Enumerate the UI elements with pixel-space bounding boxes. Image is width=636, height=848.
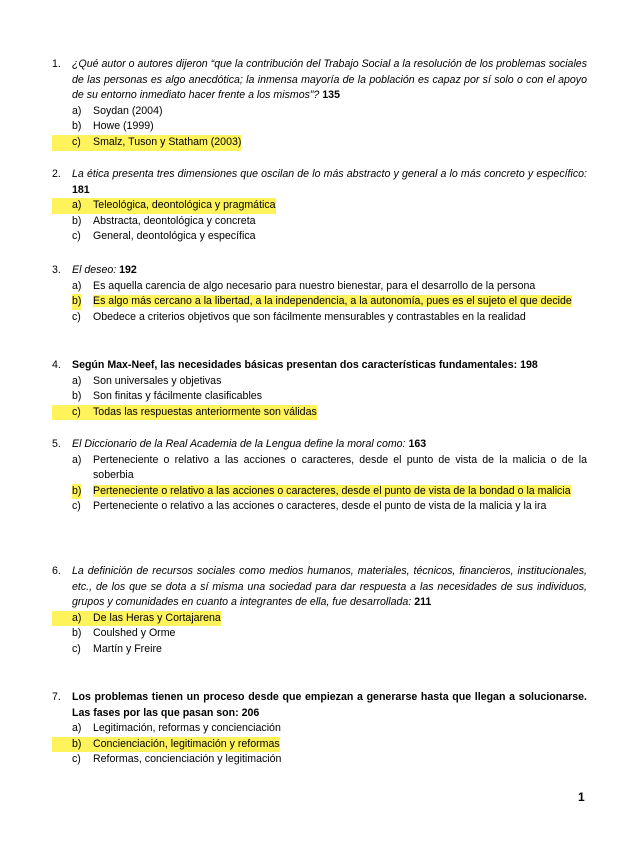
option-text: Howe (1999) (93, 120, 154, 133)
option-a (52, 374, 587, 390)
option-text: General, deontológica y específica (93, 230, 256, 243)
option-letter: b) (72, 120, 82, 133)
question-page-reference: 206 (241, 706, 260, 719)
option-letter: a) (72, 611, 82, 624)
option-b-highlighted (52, 737, 280, 753)
option-c-highlighted (52, 135, 241, 151)
page-number: 1 (578, 790, 585, 804)
question-number: 7. (52, 691, 61, 703)
option-letter: a) (72, 199, 82, 212)
question-text: ¿Qué autor o autores dijeron “que la contribución del Trabajo Social a la resolución de los problemas sociales de las personas es algo anecdótica; la inmensa mayoría de la población es capaz por sí solo o con el apoyo de su entorno inmediato hacer frente a los mismos”? (72, 58, 587, 102)
question-text: El Diccionario de la Real Academia de la Lengua define la moral como: (72, 438, 406, 450)
options-list (52, 453, 587, 515)
option-b (52, 214, 587, 230)
question-number: 4. (52, 359, 61, 371)
option-letter: b) (72, 390, 82, 403)
option-c-highlighted (52, 405, 317, 421)
option-letter: b) (72, 737, 82, 750)
option-letter: c) (72, 500, 81, 513)
question-stem (52, 690, 587, 721)
option-letter: b) (72, 294, 81, 310)
option-b-highlighted (52, 294, 587, 310)
question-page-reference: 135 (322, 89, 340, 102)
options-list (52, 198, 587, 245)
option-text: Son universales y objetivas (93, 374, 222, 387)
question-number: 6. (52, 565, 61, 577)
option-text: Abstracta, deontológica y concreta (93, 214, 256, 227)
option-text: Perteneciente o relativo a las acciones o caracteres, desde el punto de vista de la malicia o de la soberbia (93, 453, 587, 482)
question-number: 1. (52, 58, 61, 70)
option-letter: c) (72, 230, 81, 243)
question-text: Según Max-Neef, las necesidades básicas presentan dos características fundamentales: (72, 359, 518, 371)
option-text: Teleológica, deontológica y pragmática (93, 199, 276, 212)
option-letter: c) (72, 642, 81, 655)
option-letter: c) (72, 310, 81, 323)
option-text: Es algo más cercano a la libertad, a la independencia, a la autonomía, pues es el sujeto el que decide (93, 295, 572, 308)
option-text: Todas las respuestas anteriormente son válidas (93, 405, 317, 418)
option-letter: b) (72, 484, 81, 500)
question-page-reference: 181 (72, 183, 90, 196)
option-a-highlighted (52, 198, 276, 214)
option-b (52, 119, 587, 135)
options-list (52, 721, 587, 768)
options-list (52, 279, 587, 326)
option-text: Obedece a criterios objetivos que son fácilmente mensurables y contrastables en la realidad (93, 310, 526, 323)
option-letter: a) (72, 453, 82, 466)
option-text: Smalz, Tuson y Statham (2003) (93, 135, 242, 148)
option-letter: c) (72, 405, 81, 418)
question-1 (52, 57, 587, 151)
option-text: Soydan (2004) (93, 104, 163, 117)
option-text: Es aquella carencia de algo necesario para nuestro bienestar, para el desarrollo de la persona (93, 279, 536, 292)
option-a (52, 279, 587, 295)
option-c (52, 229, 587, 245)
option-text: Concienciación, legitimación y reformas (93, 737, 280, 750)
option-text: Perteneciente o relativo a las acciones o caracteres, desde el punto de vista de la malicia y la ira (93, 500, 547, 513)
option-text: Coulshed y Orme (93, 627, 176, 640)
option-letter: a) (72, 104, 82, 117)
option-letter: a) (72, 279, 82, 292)
option-a-highlighted (52, 611, 221, 627)
question-6 (52, 564, 587, 658)
option-b-highlighted (52, 484, 587, 500)
option-b (52, 626, 587, 642)
question-number: 3. (52, 264, 61, 276)
question-page-reference: 198 (520, 359, 538, 371)
option-text: Perteneciente o relativo a las acciones o caracteres, desde el punto de vista de la bondad o la malicia (93, 484, 571, 497)
question-number: 2. (52, 168, 61, 180)
question-stem (52, 437, 587, 453)
question-page-reference: 192 (119, 264, 137, 276)
question-stem (52, 263, 587, 279)
option-c (52, 752, 587, 768)
question-2 (52, 167, 587, 245)
question-stem (52, 564, 587, 611)
option-c (52, 310, 587, 326)
question-stem (52, 167, 587, 198)
option-text: Son finitas y fácilmente clasificables (93, 390, 262, 403)
option-letter: a) (72, 374, 82, 387)
question-text: La definición de recursos sociales como medios humanos, materiales, técnicos, financieros, institucionales, etc., de los que se dota a sí misma una sociedad para dar respuesta a las necesidades de sus individuos, grupos y comunidades en cuanto a integrantes de ella, fue desarrollada: (72, 565, 587, 609)
option-b (52, 389, 587, 405)
question-5 (52, 437, 587, 515)
options-list (52, 611, 587, 658)
option-letter: c) (72, 753, 81, 766)
option-text: De las Heras y Cortajarena (93, 611, 221, 624)
question-text: La ética presenta tres dimensiones que oscilan de lo más abstracto y general a lo más concreto y específico: (72, 168, 587, 180)
question-7 (52, 690, 587, 768)
question-text: Los problemas tienen un proceso desde que empiezan a generarse hasta que llegan a solucionarse. Las fases por las que pasan son: (72, 691, 587, 719)
option-letter: b) (72, 214, 82, 227)
option-c (52, 642, 587, 658)
options-list (52, 104, 587, 151)
question-stem (52, 358, 587, 374)
option-text: Martín y Freire (93, 642, 162, 655)
option-text: Reformas, concienciación y legitimación (93, 753, 282, 766)
question-3 (52, 263, 587, 325)
question-number: 5. (52, 438, 61, 450)
option-a (52, 721, 587, 737)
option-letter: a) (72, 722, 82, 735)
option-letter: c) (72, 135, 81, 148)
option-text: Legitimación, reformas y concienciación (93, 722, 281, 735)
option-c (52, 499, 587, 515)
options-list (52, 374, 587, 421)
question-stem (52, 57, 587, 104)
question-text: El deseo: (72, 264, 117, 276)
option-a (52, 453, 587, 484)
option-a (52, 104, 587, 120)
question-page-reference: 211 (414, 596, 432, 609)
question-page-reference: 163 (408, 438, 427, 450)
option-letter: b) (72, 627, 82, 640)
question-4 (52, 358, 587, 420)
